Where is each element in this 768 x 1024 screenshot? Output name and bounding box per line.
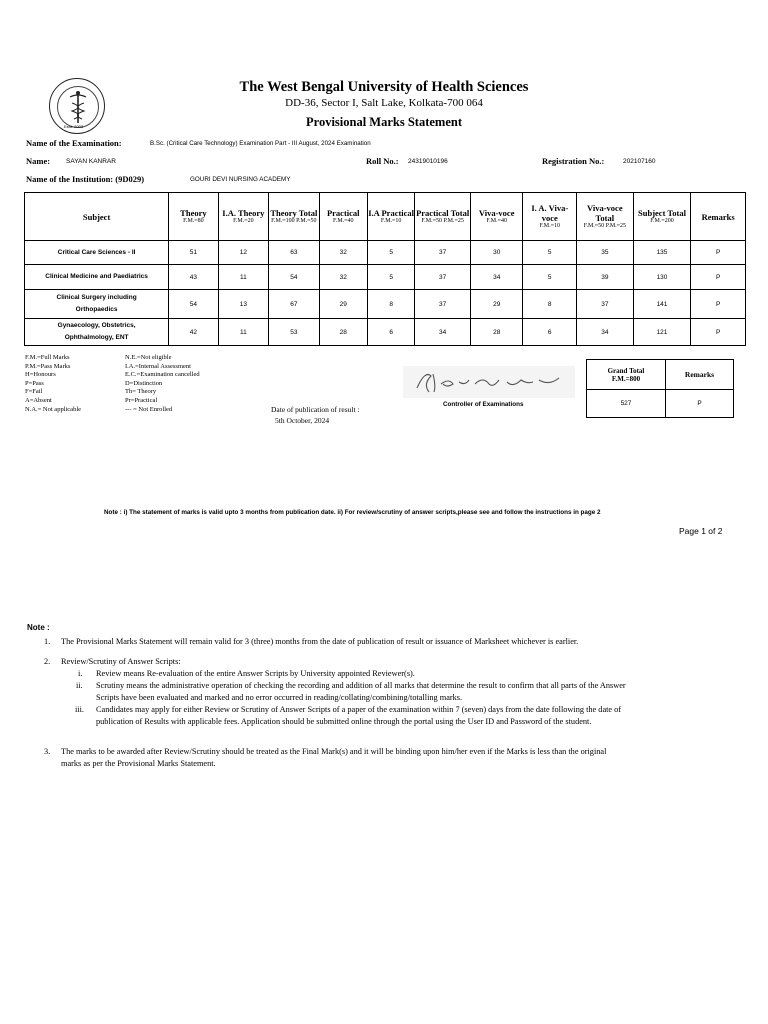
viva-total-cell: 37	[577, 290, 634, 319]
note-item-2-iii-line-1: Candidates may apply for either Review or Scrutiny of Answer Scripts of a paper of the examination within 7 (seven) days from the date following the date of	[96, 705, 622, 714]
header-viva-voce-total: Viva-voce Total F.M.=50 P.M.=25	[577, 193, 634, 241]
subject-total-cell: 135	[633, 241, 691, 265]
exam-value: B.Sc. (Critical Care Technology) Examination Part - III August, 2024 Examination	[150, 140, 371, 147]
note-number: 2.	[44, 657, 51, 666]
controller-title: Controller of Examinations	[443, 401, 524, 408]
sub-note-number: i.	[78, 669, 83, 678]
name-label: Name:	[26, 156, 51, 166]
theory-total-cell: 63	[269, 241, 319, 265]
ia-practical-cell: 8	[367, 290, 414, 319]
marks-table	[24, 192, 746, 346]
institution-name: GOURI DEVI NURSING ACADEMY	[190, 176, 291, 183]
practical-total-cell: 34	[415, 319, 471, 346]
legend-item: I.A.=Internal Assessment	[125, 362, 191, 370]
legend-item: --- = Not Enrolled	[125, 405, 173, 413]
legend-item: F.M.=Full Marks	[25, 354, 70, 361]
header-subject: Subject	[25, 193, 169, 241]
legend-item: D=Distinction	[125, 379, 163, 387]
remarks-cell: P	[691, 241, 746, 265]
table-row	[25, 319, 746, 346]
table-row	[25, 241, 746, 265]
note-item-2-i: Review means Re-evaluation of the entire Answer Scripts by University appointed Reviewer(s).	[96, 669, 415, 678]
theory-cell: 54	[169, 290, 218, 319]
legend-item: F=Fail	[25, 388, 43, 396]
registration-number: 202107160	[623, 158, 656, 165]
legend-item: Th= Theory	[125, 388, 157, 396]
ia-viva-cell: 6	[523, 319, 577, 346]
university-address: DD-36, Sector I, Salt Lake, Kolkata-700 064	[285, 97, 483, 109]
header-practical: Practical F.M.=40	[319, 193, 367, 241]
publication-date: 5th October, 2024	[275, 416, 330, 425]
practical-cell: 32	[319, 241, 367, 265]
exam-label: Name of the Examination:	[26, 138, 122, 148]
ia-theory-cell: 13	[218, 290, 268, 319]
practical-total-cell: 37	[415, 265, 471, 290]
ia-theory-cell: 12	[218, 241, 268, 265]
remarks-cell: P	[691, 319, 746, 346]
sub-note-number: iii.	[75, 705, 84, 714]
viva-cell: 29	[470, 290, 523, 319]
viva-total-cell: 39	[577, 265, 634, 290]
grand-total-remarks-header: Remarks	[666, 360, 734, 390]
legend-item: N.A.= Not applicable	[25, 405, 82, 413]
header-ia-viva-voce: I. A. Viva-voce F.M.=10	[523, 193, 577, 241]
note-item-2-iii-line-2: publication of Results with applicable fees. Application should be submitted online through the portal using the User ID and Password of the student.	[96, 717, 592, 726]
controller-signature	[403, 366, 575, 398]
legend-column-2	[125, 354, 200, 414]
theory-total-cell: 54	[269, 265, 319, 290]
theory-cell: 42	[169, 319, 218, 346]
grand-total-label: Grand Total	[607, 366, 645, 375]
header-remarks: Remarks	[691, 193, 746, 241]
practical-total-cell: 37	[415, 241, 471, 265]
notes-heading: Note :	[27, 623, 50, 632]
remarks-cell: P	[691, 290, 746, 319]
sub-note-number: ii.	[76, 681, 83, 690]
header-ia-practical: I.A Practical F.M.=10	[367, 193, 414, 241]
viva-cell: 34	[470, 265, 523, 290]
subject-total-cell: 121	[633, 319, 691, 346]
logo-established-text: Estd. 2003	[64, 124, 84, 129]
subject-total-cell: 141	[633, 290, 691, 319]
practical-cell: 29	[319, 290, 367, 319]
note-number: 1.	[44, 637, 51, 646]
subject-cell: Gynaecology, Obstetrics, Ophthalmology, ENT	[25, 319, 169, 346]
header-theory-total: Theory Total F.M.=100 P.M.=50	[269, 193, 319, 241]
practical-total-cell: 37	[415, 290, 471, 319]
table-row	[25, 265, 746, 290]
remarks-cell: P	[691, 265, 746, 290]
university-name: The West Bengal University of Health Sciences	[239, 79, 529, 95]
header-viva-voce: Viva-voce F.M.=40	[470, 193, 523, 241]
theory-total-cell: 53	[269, 319, 319, 346]
legend-item: A=Absent	[25, 396, 52, 404]
grand-total-header	[587, 360, 666, 390]
ia-viva-cell: 8	[523, 290, 577, 319]
legend-item: Pr=Practical	[125, 396, 158, 404]
note-number: 3.	[44, 747, 51, 756]
practical-cell: 32	[319, 265, 367, 290]
subject-cell: Clinical Medicine and Paediatrics	[25, 265, 169, 290]
viva-cell: 30	[470, 241, 523, 265]
header-practical-total: Practical Total F.M.=50 P.M.=25	[415, 193, 471, 241]
subject-total-cell: 130	[633, 265, 691, 290]
legend-item: E.C.=Examination cancelled	[125, 371, 200, 379]
grand-total-table	[586, 359, 734, 418]
legend-column-1	[25, 354, 81, 414]
validity-note: Note : i) The statement of marks is valid upto 3 months from publication date. ii) For review/scrutiny of answer scripts,please see and follow the instructions in page 2	[104, 509, 601, 516]
note-item-2-ii-line-2: Scripts have been evaluated and marked and no error occurred in reading/collating/combining/totalling marks.	[96, 693, 463, 702]
candidate-name: SAYAN KANRAR	[66, 158, 116, 165]
publication-label: Date of publication of result :	[271, 405, 360, 414]
header-theory: Theory F.M.=80	[169, 193, 218, 241]
roll-number: 24319010196	[408, 158, 448, 165]
ia-theory-cell: 11	[218, 265, 268, 290]
page-number: Page 1 of 2	[679, 526, 723, 536]
viva-cell: 28	[470, 319, 523, 346]
roll-label: Roll No.:	[366, 156, 399, 166]
theory-cell: 51	[169, 241, 218, 265]
ia-theory-cell: 11	[218, 319, 268, 346]
subject-cell: Clinical Surgery including Orthopaedics	[25, 290, 169, 319]
table-header-row	[25, 193, 746, 241]
note-item-3-line-1: The marks to be awarded after Review/Scrutiny should be treated as the Final Mark(s) and it will be binding upon him/her even if the Marks is less than the original	[61, 747, 607, 756]
header-ia-theory: I.A. Theory F.M.=20	[218, 193, 268, 241]
theory-cell: 43	[169, 265, 218, 290]
viva-total-cell: 34	[577, 319, 634, 346]
practical-cell: 28	[319, 319, 367, 346]
legend-item: P.M.=Pass Marks	[25, 362, 71, 370]
viva-total-cell: 35	[577, 241, 634, 265]
legend-item: N.E.=Not eligible	[125, 354, 172, 361]
grand-total-value: 527	[587, 390, 666, 418]
note-item-2-ii-line-1: Scrutiny means the administrative operation of checking the recording and addition of all marks that determine the result to confirm that all parts of the Answer	[96, 681, 626, 690]
ia-viva-cell: 5	[523, 241, 577, 265]
table-row	[25, 290, 746, 319]
subject-cell: Critical Care Sciences - II	[25, 241, 169, 265]
note-item-2: Review/Scrutiny of Answer Scripts:	[61, 657, 181, 666]
ia-practical-cell: 5	[367, 265, 414, 290]
institution-label: Name of the Institution: (9D029)	[26, 174, 145, 184]
legend-item: H=Honours	[25, 371, 56, 379]
grand-total-remarks-value: P	[666, 390, 734, 418]
ia-viva-cell: 5	[523, 265, 577, 290]
note-item-3-line-2: marks as per the Provisional Marks Statement.	[61, 759, 216, 768]
statement-title: Provisional Marks Statement	[305, 115, 462, 129]
theory-total-cell: 67	[269, 290, 319, 319]
ia-practical-cell: 5	[367, 241, 414, 265]
legend-item: P=Pass	[25, 379, 44, 387]
registration-label: Registration No.:	[542, 156, 605, 166]
grand-total-fm: F.M.=800	[611, 374, 641, 383]
ia-practical-cell: 6	[367, 319, 414, 346]
header-subject-total: Subject Total F.M.=200	[633, 193, 691, 241]
note-item-1: The Provisional Marks Statement will remain valid for 3 (three) months from the date of publication of result or issuance of Marksheet whichever is earlier.	[61, 637, 579, 646]
notes-list	[0, 636, 768, 776]
